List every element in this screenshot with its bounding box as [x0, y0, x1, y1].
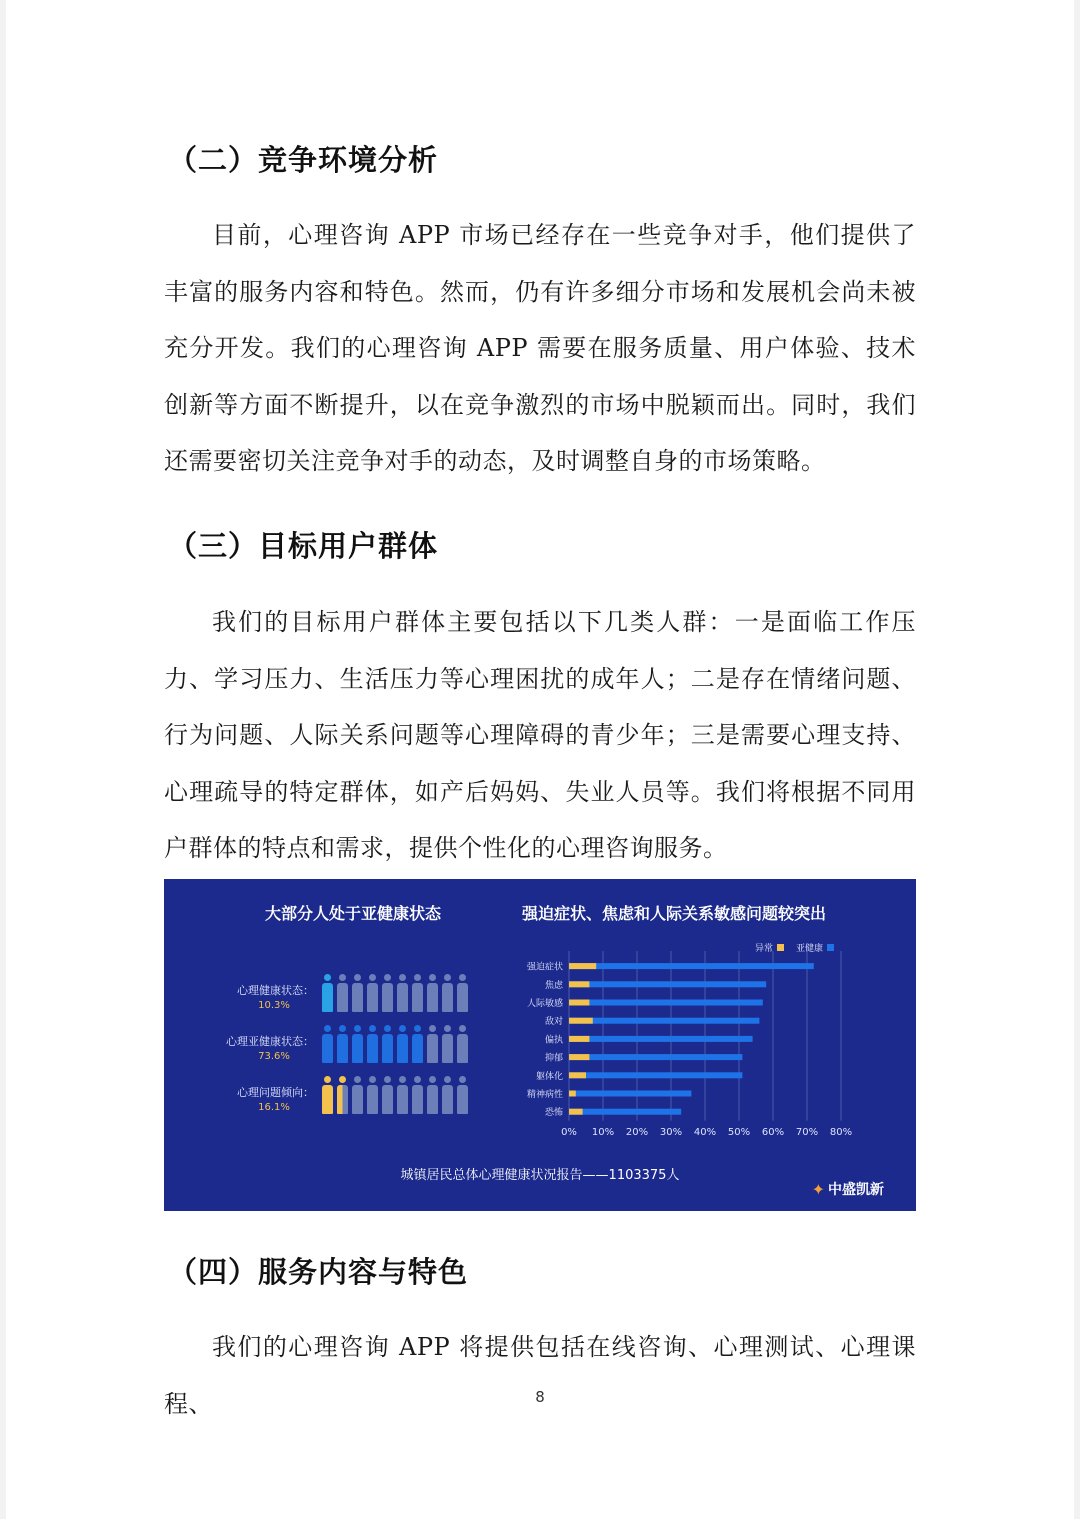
health-infographic	[164, 879, 916, 1211]
section-heading-services: （四）服务内容与特色	[168, 1255, 469, 1289]
category-label: 偏执	[544, 1035, 563, 1046]
infographic-right-title: 强迫症状、焦虑和人际关系敏感问题较突出	[522, 904, 827, 923]
category-label: 敌对	[544, 1017, 563, 1028]
infographic-left-title: 大部分人处于亚健康状态	[265, 904, 442, 923]
category-label: 精神病性	[526, 1090, 563, 1100]
bar-abnormal	[569, 1072, 586, 1078]
category-label: 躯体化	[535, 1071, 563, 1082]
paragraph-competition: 目前，心理咨询 APP 市场已经存在一些竞争对手，他们提供了丰富的服务内容和特色。然而，仍有许多细分市场和发展机会尚未被充分开发。我们的心理咨询 APP 需要在服务质量、用户体验、技术创新等方面不断提升，以在竞争激烈的市场中脱颖而出。同时，我们还需要密切关注竞争对手的动态，及时调整自身的市场策略。	[164, 221, 916, 475]
bar-abnormal	[569, 1036, 589, 1042]
x-tick-label: 0%	[561, 1126, 577, 1138]
symptom-bar-chart	[164, 879, 916, 1211]
bar-abnormal	[569, 1018, 593, 1024]
bar-subhealth	[569, 1091, 691, 1097]
bar-subhealth	[569, 1036, 753, 1042]
bar-abnormal	[569, 1091, 576, 1097]
section-heading-competition: （二）竞争环境分析	[168, 143, 439, 177]
bar-subhealth	[569, 1109, 681, 1115]
category-label: 抑郁	[544, 1053, 563, 1064]
row-label-text: 心理亚健康状态：	[226, 1035, 314, 1048]
bar-abnormal	[569, 963, 596, 969]
x-tick-label: 30%	[659, 1126, 683, 1138]
x-tick-label: 20%	[625, 1126, 649, 1138]
row-pct: 16.1%	[258, 1102, 290, 1113]
bar-subhealth	[569, 963, 814, 969]
legend-label: 异常	[754, 944, 773, 954]
x-tick-label: 50%	[727, 1126, 751, 1138]
bar-subhealth	[569, 1072, 742, 1078]
brand-logo-text: 中盛凯新	[828, 1182, 884, 1198]
row-pct: 73.6%	[258, 1051, 290, 1062]
row-label-text: 心理健康状态：	[237, 984, 314, 997]
x-tick-label: 10%	[591, 1126, 615, 1138]
bar-subhealth	[569, 1018, 759, 1024]
bar-subhealth	[569, 981, 766, 987]
section-heading-target-users: （三）目标用户群体	[168, 529, 439, 563]
legend-label: 亚健康	[795, 944, 823, 954]
bar-subhealth	[569, 1054, 742, 1060]
row-label-text: 心理问题倾向：	[237, 1086, 314, 1099]
x-tick-label: 60%	[761, 1126, 785, 1138]
x-tick-label: 70%	[795, 1126, 819, 1138]
category-label: 恐怖	[544, 1108, 563, 1119]
x-tick-label: 40%	[693, 1126, 717, 1138]
paragraph-target-users: 我们的目标用户群体主要包括以下几类人群：一是面临工作压力、学习压力、生活压力等心理困扰的成年人；二是存在情绪问题、行为问题、人际关系问题等心理障碍的青少年；三是需要心理支持、心理疏导的特定群体，如产后妈妈、失业人员等。我们将根据不同用户群体的特点和需求，提供个性化的心理咨询服务。	[164, 608, 916, 862]
bar-abnormal	[569, 1109, 583, 1115]
bar-abnormal	[569, 1054, 589, 1060]
category-label: 人际敏感	[526, 999, 563, 1009]
bar-abnormal	[569, 1000, 589, 1006]
brand-mark-icon: ✦	[811, 1179, 825, 1199]
row-pct: 10.3%	[258, 1000, 290, 1011]
bar-subhealth	[569, 1000, 763, 1006]
page-number: 8	[535, 1388, 545, 1406]
x-tick-label: 80%	[829, 1126, 853, 1138]
brand-logo	[812, 1179, 884, 1199]
category-label: 焦虑	[544, 980, 563, 991]
bar-abnormal	[569, 981, 589, 987]
category-label: 强迫症状	[526, 962, 563, 973]
paragraph-services: 我们的心理咨询 APP 将提供包括在线咨询、心理测试、心理课程、	[164, 1333, 916, 1418]
infographic-footnote: 城镇居民总体心理健康状况报告——1103375人	[400, 1168, 680, 1183]
